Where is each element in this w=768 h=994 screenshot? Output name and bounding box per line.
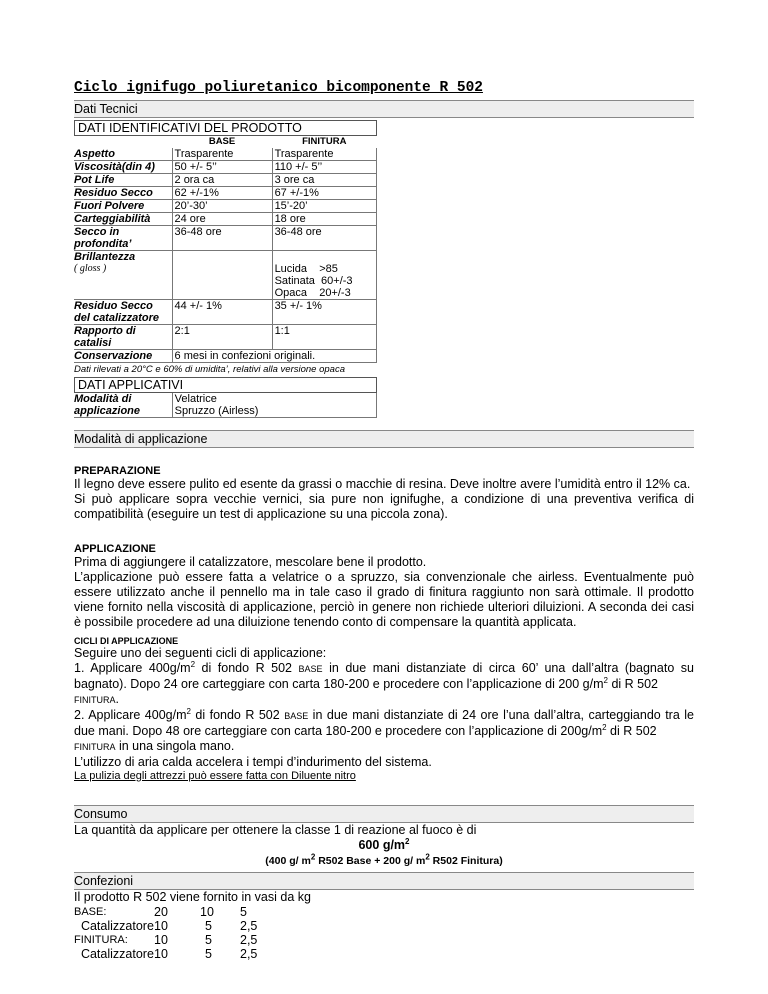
dati-identificativi-box [74,120,377,375]
dati-applicativi-title: DATI APPLICATIVI [74,377,377,393]
rapporto-label: Rapporto di catalisi [74,325,172,350]
row-label: Pot Life [74,174,172,187]
dati-tecnici-table [74,136,377,363]
consumo-text: La quantità da applicare per ottenere la classe 1 di reazione al fuoco è di [74,823,477,837]
table-row: Catalizzatore 10 5 2,5 [74,947,258,961]
brillantezza-text: Brillantezza [74,251,136,263]
dati-identificativi-title: DATI IDENTIFICATIVI DEL PRODOTTO [74,120,377,136]
rapporto-finitura: 1:1 [272,325,376,350]
preparazione-p2: Si può applicare sopra vecchie vernici, sia pure non ignifughe, a condizione di una preventiva verifica di compatibilità (eseguire un test di applicazione su una piccola zona). [74,492,694,521]
table-row [74,300,377,325]
brillantezza-base-empty [172,251,272,300]
row-finitura-value: 18 ore [272,213,376,226]
dati-applicativi-table [74,393,377,418]
section-modalita: Modalità di applicazione [74,430,694,448]
pulizia-text: La pulizia degli attrezzi può essere fatta con Diluente nitro [74,770,356,782]
residuo-catalizzatore-finitura: 35 +/- 1% [272,300,376,325]
modalita-velatrice: Velatrice [174,393,217,405]
table-row [74,161,377,174]
confezioni-intro: Il prodotto R 502 viene fornito in vasi da kg [74,890,311,904]
table-row [74,174,377,187]
brillantezza-opaca: Opaca 20+/-3 [274,287,351,299]
row-finitura-value: 110 +/- 5’’ [272,161,376,174]
section-confezioni: Confezioni [74,872,694,890]
row-base-value: 2 ora ca [172,174,272,187]
rapporto-base: 2:1 [172,325,272,350]
table-row: FINITURA: 10 5 2,5 [74,933,258,947]
table-row [74,148,377,161]
consumo-value: 600 $g/m^2$ [358,836,410,852]
ciclo-1: 1. Applicare $400g/m^2$ di fondo R 502 BASE in due mani distanziate di circa 60’ una dall’altra (bagnato su bagnato). Dopo 24 ore carteggiare con carta 180-200 e procedere con l’applicazione di 200 $g/m^2$ di R 502 FINITURA. [74,659,694,706]
conservazione-value: 6 mesi in confezioni originali. [172,350,376,363]
row-finitura-value: 36-48 ore [272,226,376,251]
row-finitura-value: 67 +/-1% [272,187,376,200]
row-label: Fuori Polvere [74,200,172,213]
row-finitura-value: 15’-20’ [272,200,376,213]
col-finitura-header: FINITURA [302,136,347,147]
row-label: Residuo Secco [74,187,172,200]
cicli-heading: CICLI DI APPLICAZIONE [74,636,179,646]
preparazione-p1: Il legno deve essere pulito ed esente da grassi o macchie di resina. Deve inoltre avere l’umidità entro il 12% ca. [74,477,691,491]
table-row: BASE: 20 10 5 [74,905,247,919]
col-base-header: BASE [208,136,236,147]
consumo-detail: (400 g/ $m^2$ R502 Base + 200 g/ $m^2$ R502 Finitura) [265,852,503,867]
applicazione-p2: L’applicazione può essere fatta a velatrice o a spruzzo, sia convenzionale che airless. Eventualmente può essere utilizzato anche il pennello ma in tale caso il grado di finitura raggiunto non sarà ottimale. Il prodotto viene fornito nella viscosità di applicazione, perciò in genere non richiede ulteriori diluizioni. A seconda dei casi è possibile procedere ad una diluizione tenendo conto di compensare la quantità applicata. [74,570,694,629]
row-base-value: 24 ore [172,213,272,226]
table-row [74,213,377,226]
brillantezza-satinata: Satinata 60+/-3 [274,275,353,287]
document-title: Ciclo ignifugo poliuretanico bicomponente R 502 [74,80,483,96]
modalita-spruzzo: Spruzzo (Airless) [174,405,259,417]
row-base-value: Trasparente [172,148,272,161]
dati-note: Dati rilevati a 20°C e 60% di umidita’, relativi alla versione opaca [74,364,345,375]
cicli-intro: Seguire uno dei seguenti cicli di applicazione: [74,646,327,660]
table-row [74,200,377,213]
table-row: Catalizzatore 10 5 2,5 [74,919,258,933]
row-finitura-value: 3 ore ca [272,174,376,187]
row-label: Carteggiabilità [74,213,172,226]
conservazione-label: Conservazione [74,350,172,363]
row-finitura-value: Trasparente [272,148,376,161]
row-label: Secco in profondita’ [74,226,172,251]
section-dati-tecnici: Dati Tecnici [74,100,694,118]
table-row-brillantezza [74,251,377,300]
row-base-value: 36-48 ore [172,226,272,251]
ciclo-2: 2. Applicare $400g/m^2$ di fondo R 502 BASE in due mani distanziate di 24 ore l’una dall’altra, carteggiando tra le due mani. Dopo 48 ore carteggiare con carta 180-200 e procedere con l’applicazione di $200g/m^2$ di R 502 FINITURA in una singola mano. [74,706,694,753]
modalita-label: Modalità di applicazione [74,393,172,418]
confezioni-table [74,905,257,961]
row-label: Viscosità(din 4) [74,161,172,174]
preparazione-heading: PREPARAZIONE [74,465,161,477]
modalita-values [172,393,376,418]
brillantezza-label [74,251,172,300]
residuo-catalizzatore-base: 44 +/- 1% [172,300,272,325]
table-row [74,187,377,200]
table-row [74,325,377,350]
applicazione-p1: Prima di aggiungere il catalizzatore, mescolare bene il prodotto. [74,555,427,569]
section-consumo: Consumo [74,805,694,823]
residuo-catalizzatore-label: Residuo Secco del catalizzatore [74,300,172,325]
brillantezza-lucida: Lucida >85 [274,263,338,275]
applicazione-heading: APPLICAZIONE [74,543,156,555]
row-base-value: 20’-30’ [172,200,272,213]
table-row [74,226,377,251]
brillantezza-values [272,251,376,300]
dati-applicativi-box [74,377,377,418]
table-row [74,350,377,363]
document-page [74,80,694,961]
row-base-value: 62 +/-1% [172,187,272,200]
gloss-text: ( gloss ) [74,263,107,274]
row-base-value: 50 +/- 5’’ [172,161,272,174]
row-label: Aspetto [74,148,172,161]
aria-calda-text: L’utilizzo di aria calda accelera i tempi d’indurimento del sistema. [74,755,432,769]
